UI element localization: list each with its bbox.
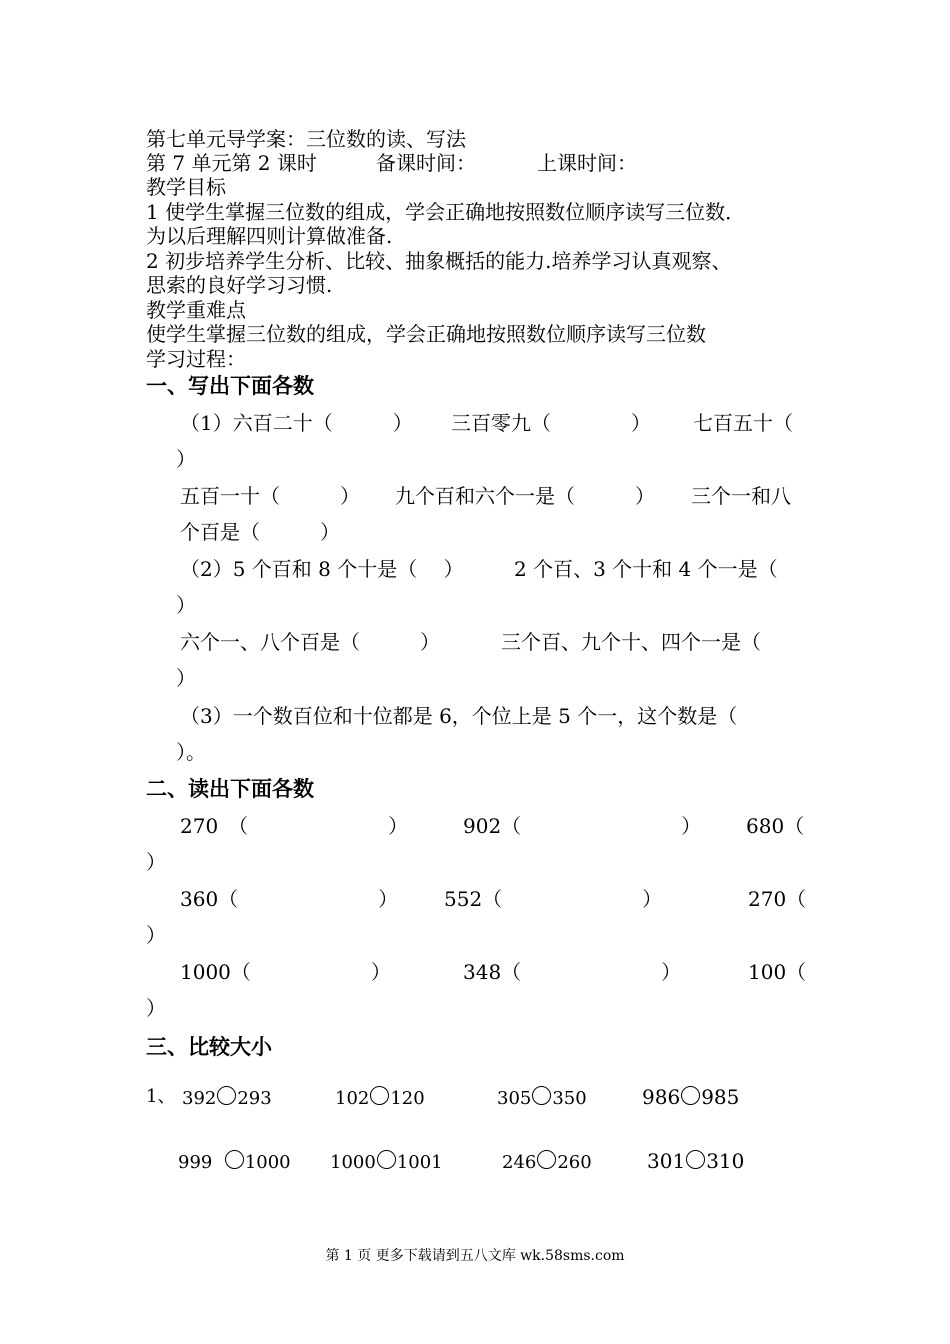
section-1-q3-end: ）。	[176, 740, 206, 764]
key-points-heading: 教学重难点	[146, 298, 246, 322]
section-1-q2-b-end: ）	[176, 593, 196, 617]
compare-pair	[182, 1086, 272, 1110]
objectives-heading: 教学目标	[146, 175, 226, 199]
document-title: 第七单元导学案：三位数的读、写法	[146, 127, 466, 151]
section-2-r2-a: 360（ ）	[180, 887, 399, 911]
compare-right: 985	[701, 1085, 740, 1109]
compare-pair	[497, 1086, 587, 1110]
compare-pair	[502, 1150, 592, 1174]
compare-circle[interactable]	[377, 1150, 396, 1169]
compare-circle[interactable]	[532, 1086, 551, 1105]
section-1-q1-e: 九个百和六个一是（ ）	[395, 484, 655, 508]
section-2-r1-a: 270 （ ）	[180, 814, 409, 838]
section-1-q1-d: 五百一十（ ）	[180, 484, 360, 508]
section-2-heading: 二、读出下面各数	[146, 777, 314, 801]
compare-circle[interactable]	[217, 1086, 236, 1105]
process-heading: 学习过程：	[146, 347, 246, 371]
objective-2-line-2: 思索的良好学习习惯.	[146, 273, 333, 297]
compare-left: 1000	[330, 1152, 376, 1173]
objective-1-line-1: 1 使学生掌握三位数的组成，学会正确地按照数位顺序读写三位数．	[146, 200, 746, 224]
compare-circle[interactable]	[681, 1086, 700, 1105]
section-2-r2-c: 270（	[748, 887, 807, 911]
compare-item-label: 1、	[146, 1086, 176, 1107]
section-2-r1-b: 902（ ）	[463, 814, 702, 838]
section-1-q1-f-end: 个百是（ ）	[180, 520, 340, 544]
section-3-heading: 三、比较大小	[146, 1035, 272, 1059]
compare-right: 1000	[244, 1152, 291, 1173]
compare-circle[interactable]	[686, 1150, 705, 1169]
section-1-q2-d-end: ）	[176, 666, 196, 690]
compare-pair	[647, 1149, 744, 1173]
section-2-r1-end: ）	[146, 850, 166, 874]
section-2-r3-b: 348（ ）	[463, 960, 682, 984]
section-1-q3: （3）一个数百位和十位都是 6，个位上是 5 个一，这个数是（	[180, 704, 738, 728]
section-1-heading: 一、写出下面各数	[146, 374, 314, 398]
compare-left: 999	[178, 1152, 213, 1173]
section-2-r2-end: ）	[146, 923, 166, 947]
compare-left: 986	[642, 1085, 681, 1109]
compare-right: 310	[706, 1149, 745, 1173]
compare-circle[interactable]	[537, 1150, 556, 1169]
lesson-label: 第 7 单元第 2 课时	[146, 151, 317, 175]
objective-1-line-2: 为以后理解四则计算做准备.	[146, 224, 393, 248]
section-1-q2-d: 三个百、九个十、四个一是（	[501, 630, 761, 654]
compare-left: 246	[502, 1152, 537, 1173]
compare-left: 301	[647, 1149, 686, 1173]
page-footer: 第 1 页 更多下载请到五八文库 wk.58sms.com	[325, 1248, 625, 1264]
objective-2-line-1: 2 初步培养学生分析、比较、抽象概括的能力.培养学习认真观察、	[146, 249, 732, 273]
section-1-q2-c: 六个一、八个百是（ ）	[180, 630, 440, 654]
section-1-q1-c: 七百五十（	[693, 411, 793, 435]
compare-circle[interactable]	[225, 1150, 244, 1169]
section-2-r3-a: 1000（ ）	[180, 960, 391, 984]
class-time-label: 上课时间：	[537, 151, 637, 175]
compare-right: 293	[237, 1088, 272, 1109]
section-2-r2-b: 552（ ）	[444, 887, 663, 911]
compare-left: 305	[497, 1088, 532, 1109]
section-1-q2-a: （2）5 个百和 8 个十是（ ）	[180, 557, 464, 581]
compare-pair	[178, 1150, 291, 1174]
compare-pair	[642, 1085, 739, 1109]
compare-pair	[330, 1150, 443, 1174]
compare-right: 260	[557, 1152, 592, 1173]
compare-right: 1001	[396, 1152, 443, 1173]
section-1-q2-b: 2 个百、3 个十和 4 个一是（	[514, 557, 778, 581]
section-2-r3-end: ）	[146, 996, 166, 1020]
section-2-r3-c: 100（	[748, 960, 807, 984]
prep-time-label: 备课时间：	[376, 151, 476, 175]
compare-circle[interactable]	[370, 1086, 389, 1105]
section-1-q1-a: （1）六百二十（ ）	[180, 411, 413, 435]
section-2-r1-c: 680（	[746, 814, 805, 838]
compare-right: 120	[390, 1088, 425, 1109]
compare-left: 392	[182, 1088, 217, 1109]
compare-right: 350	[552, 1088, 587, 1109]
section-1-q1-f: 三个一和八	[691, 484, 791, 508]
section-1-q1-b: 三百零九（ ）	[451, 411, 651, 435]
compare-left: 102	[335, 1088, 370, 1109]
key-points-text: 使学生掌握三位数的组成，学会正确地按照数位顺序读写三位数	[146, 322, 706, 346]
compare-pair	[335, 1086, 425, 1110]
section-1-q1-c-end: ）	[176, 447, 196, 471]
